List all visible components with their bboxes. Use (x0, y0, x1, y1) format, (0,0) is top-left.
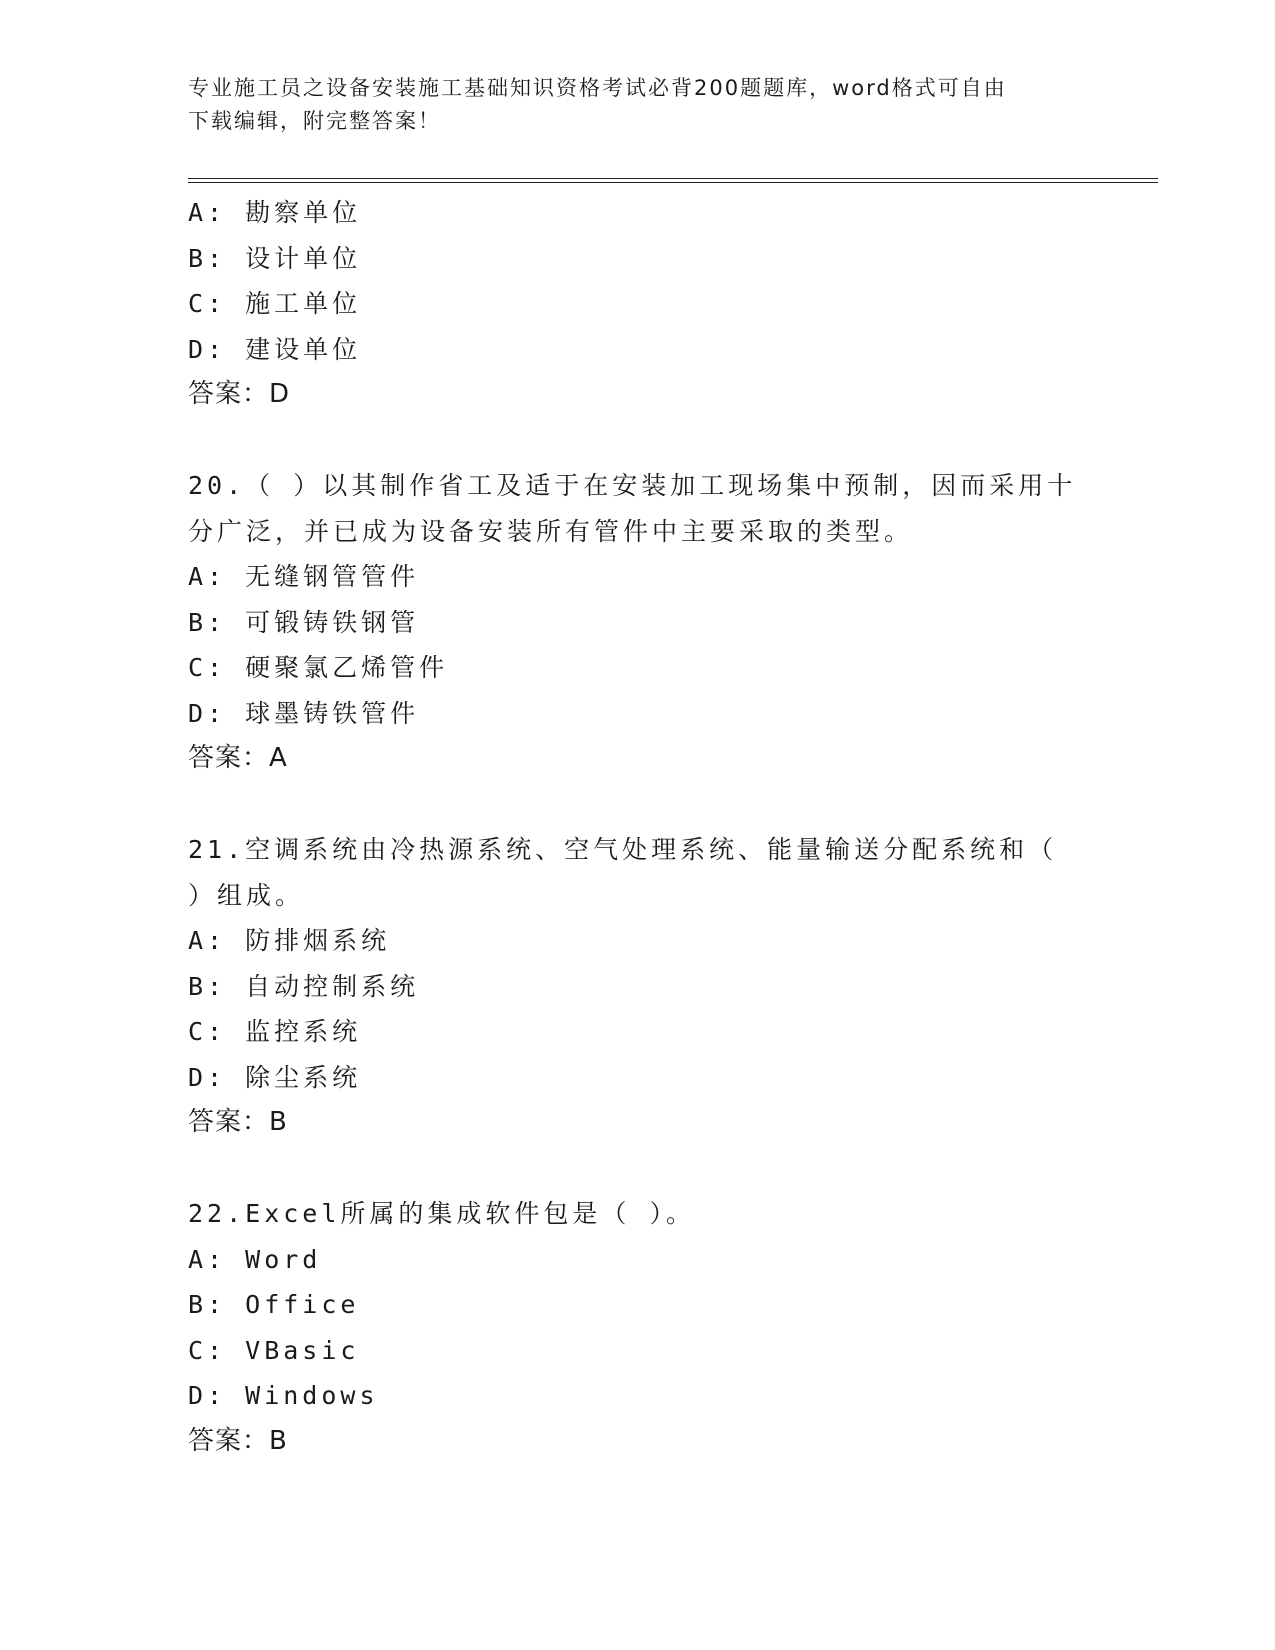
spacer (188, 1146, 1088, 1192)
answer: 答案：B (188, 1425, 288, 1456)
header-divider (188, 178, 1158, 183)
option-d: D: 建设单位 (188, 334, 362, 364)
question-list (188, 190, 1088, 1464)
answer: 答案：D (188, 379, 291, 409)
option-c: C: 监控系统 (188, 1017, 362, 1046)
option-c: C: 硬聚氯乙烯管件 (188, 653, 449, 682)
option-d: D: Windows (188, 1381, 379, 1410)
question-text-line: 20.（ ）以其制作省工及适于在安装加工现场集中预制，因而采用十 (188, 471, 1077, 500)
question-text-line: ）组成。 (188, 880, 305, 910)
question-21 (188, 827, 1088, 1146)
header-line-2: 下载编辑，附完整答案！ (188, 109, 441, 133)
option-b: B: 可锻铸铁钢管 (188, 607, 420, 637)
option-a: A: 勘察单位 (188, 198, 362, 227)
answer: 答案：B (188, 1107, 288, 1137)
option-c: C: 施工单位 (188, 289, 362, 318)
option-d: D: 除尘系统 (188, 1062, 362, 1092)
spacer (188, 782, 1088, 828)
question-19 (188, 190, 1088, 418)
option-a: A: Word (188, 1244, 322, 1274)
question-20 (188, 463, 1088, 782)
spacer (188, 418, 1088, 464)
option-c: C: VBasic (188, 1335, 360, 1365)
option-a: A: 防排烟系统 (188, 926, 391, 955)
option-b: B: Office (188, 1290, 360, 1319)
question-text-line: 分广泛，并已成为设备安装所有管件中主要采取的类型。 (188, 516, 914, 546)
answer: 答案：A (188, 743, 288, 773)
option-d: D: 球墨铸铁管件 (188, 698, 420, 728)
question-22 (188, 1191, 1088, 1464)
question-text-line: 22.Excel所属的集成软件包是（ ）。 (188, 1199, 695, 1228)
document-header (188, 72, 1088, 138)
option-b: B: 自动控制系统 (188, 971, 420, 1001)
option-a: A: 无缝钢管管件 (188, 562, 420, 591)
option-b: B: 设计单位 (188, 243, 362, 273)
header-line-1: 专业施工员之设备安装施工基础知识资格考试必背200题题库，word格式可自由 (188, 76, 1007, 100)
question-text-line: 21.空调系统由冷热源系统、空气处理系统、能量输送分配系统和（ (188, 835, 1058, 864)
